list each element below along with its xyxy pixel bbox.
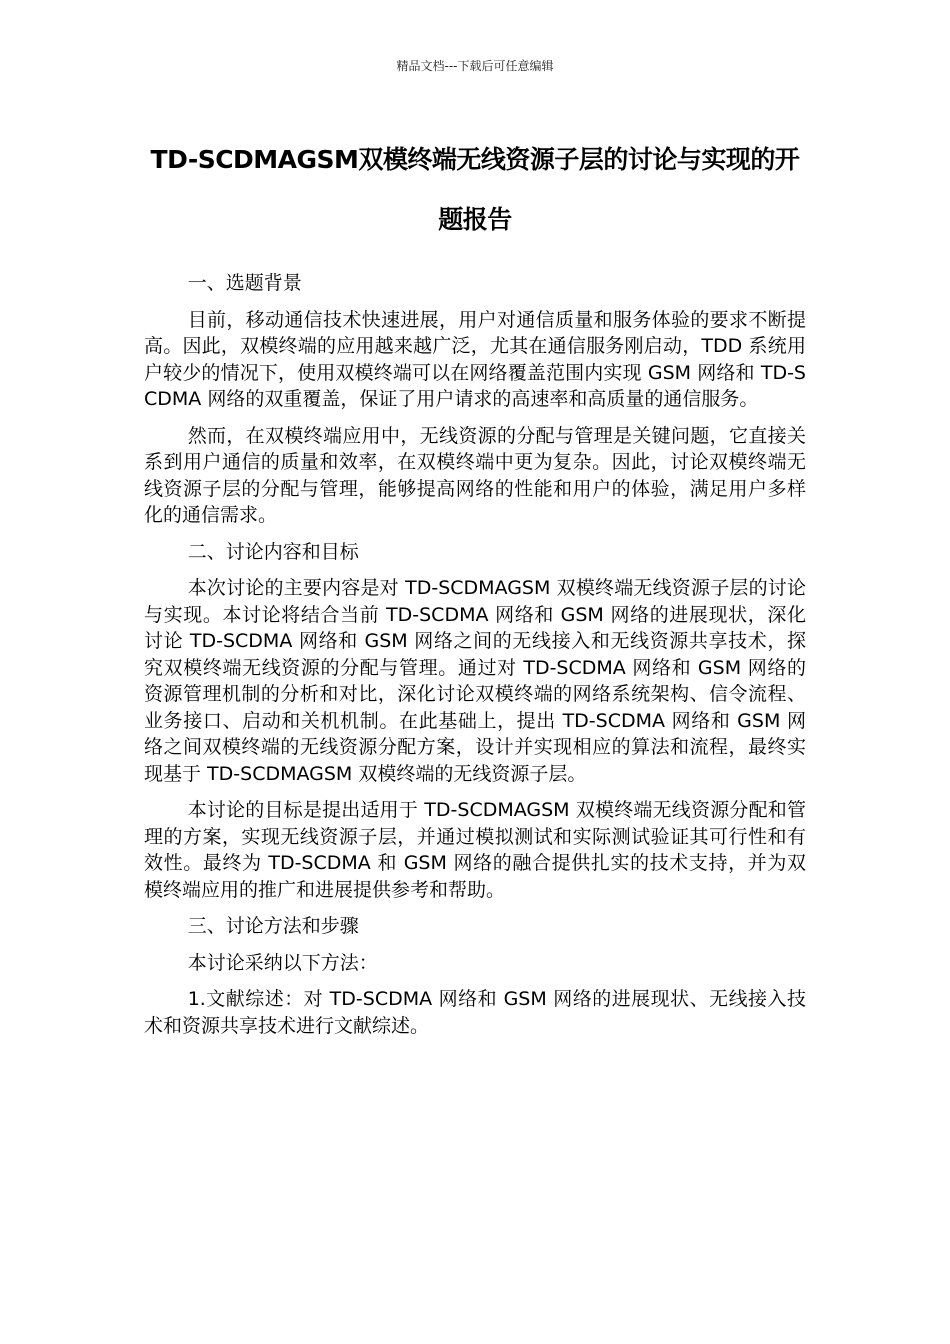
document-body	[144, 270, 806, 1049]
list-item: 1.文献综述：对 TD-SCDMA 网络和 GSM 网络的进展现状、无线接入技术和资源共享技术进行文献综述。	[144, 988, 806, 1037]
paragraph: 本次讨论的主要内容是对 TD-SCDMAGSM 双模终端无线资源子层的讨论与实现。本讨论将结合当前 TD-SCDMA 网络和 GSM 网络的进展现状，深化讨论 TD-SCDMA 网络和 GSM 网络之间的无线接入和无线资源共享技术，探究双模终端无线资源的分配与管理。通过对 TD-SCDMA 网络和 GSM 网络的资源管理机制的分析和对比，深化讨论双模终端的网络系统架构、信令流程、业务接口、启动和关机机制。在此基础上，提出 TD-SCDMA 网络和 GSM 网络之间双模终端的无线资源分配方案，设计并实现相应的算法和流程，最终实现基于 TD-SCDMAGSM 双模终端的无线资源子层。	[144, 577, 806, 785]
section-heading-background: 一、选题背景	[187, 272, 302, 294]
paragraph: 本讨论采纳以下方法：	[187, 951, 378, 974]
paragraph: 目前，移动通信技术快速进展，用户对通信质量和服务体验的要求不断提高。因此，双模终端的应用越来越广泛，尤其在通信服务刚启动，TDD 系统用户较少的情况下，使用双模终端可以在网络覆盖范围内实现 GSM 网络和 TD-SCDMA 网络的双重覆盖，保证了用户请求的高速率和高质量的通信服务。	[144, 308, 806, 410]
paragraph: 本讨论的目标是提出适用于 TD-SCDMAGSM 双模终端无线资源分配和管理的方案，实现无线资源子层，并通过模拟测试和实际测试验证其可行性和有效性。最终为 TD-SCDMA 和 GSM 网络的融合提供扎实的技术支持，并为双模终端应用的推广和进展提供参考和帮助。	[144, 799, 806, 901]
paragraph: 然而，在双模终端应用中，无线资源的分配与管理是关键问题，它直接关系到用户通信的质量和效率，在双模终端中更为复杂。因此，讨论双模终端无线资源子层的分配与管理，能够提高网络的性能和用户的体验，满足用户多样化的通信需求。	[144, 424, 806, 526]
section-heading-content-goals: 二、讨论内容和目标	[187, 540, 359, 563]
section-heading-methods: 三、讨论方法和步骤	[187, 915, 359, 937]
page-header: 精品文档---下载后可任意编辑	[396, 59, 554, 73]
document-title: TD-SCDMAGSM双模终端无线资源子层的讨论与实现的开题报告	[150, 145, 800, 234]
